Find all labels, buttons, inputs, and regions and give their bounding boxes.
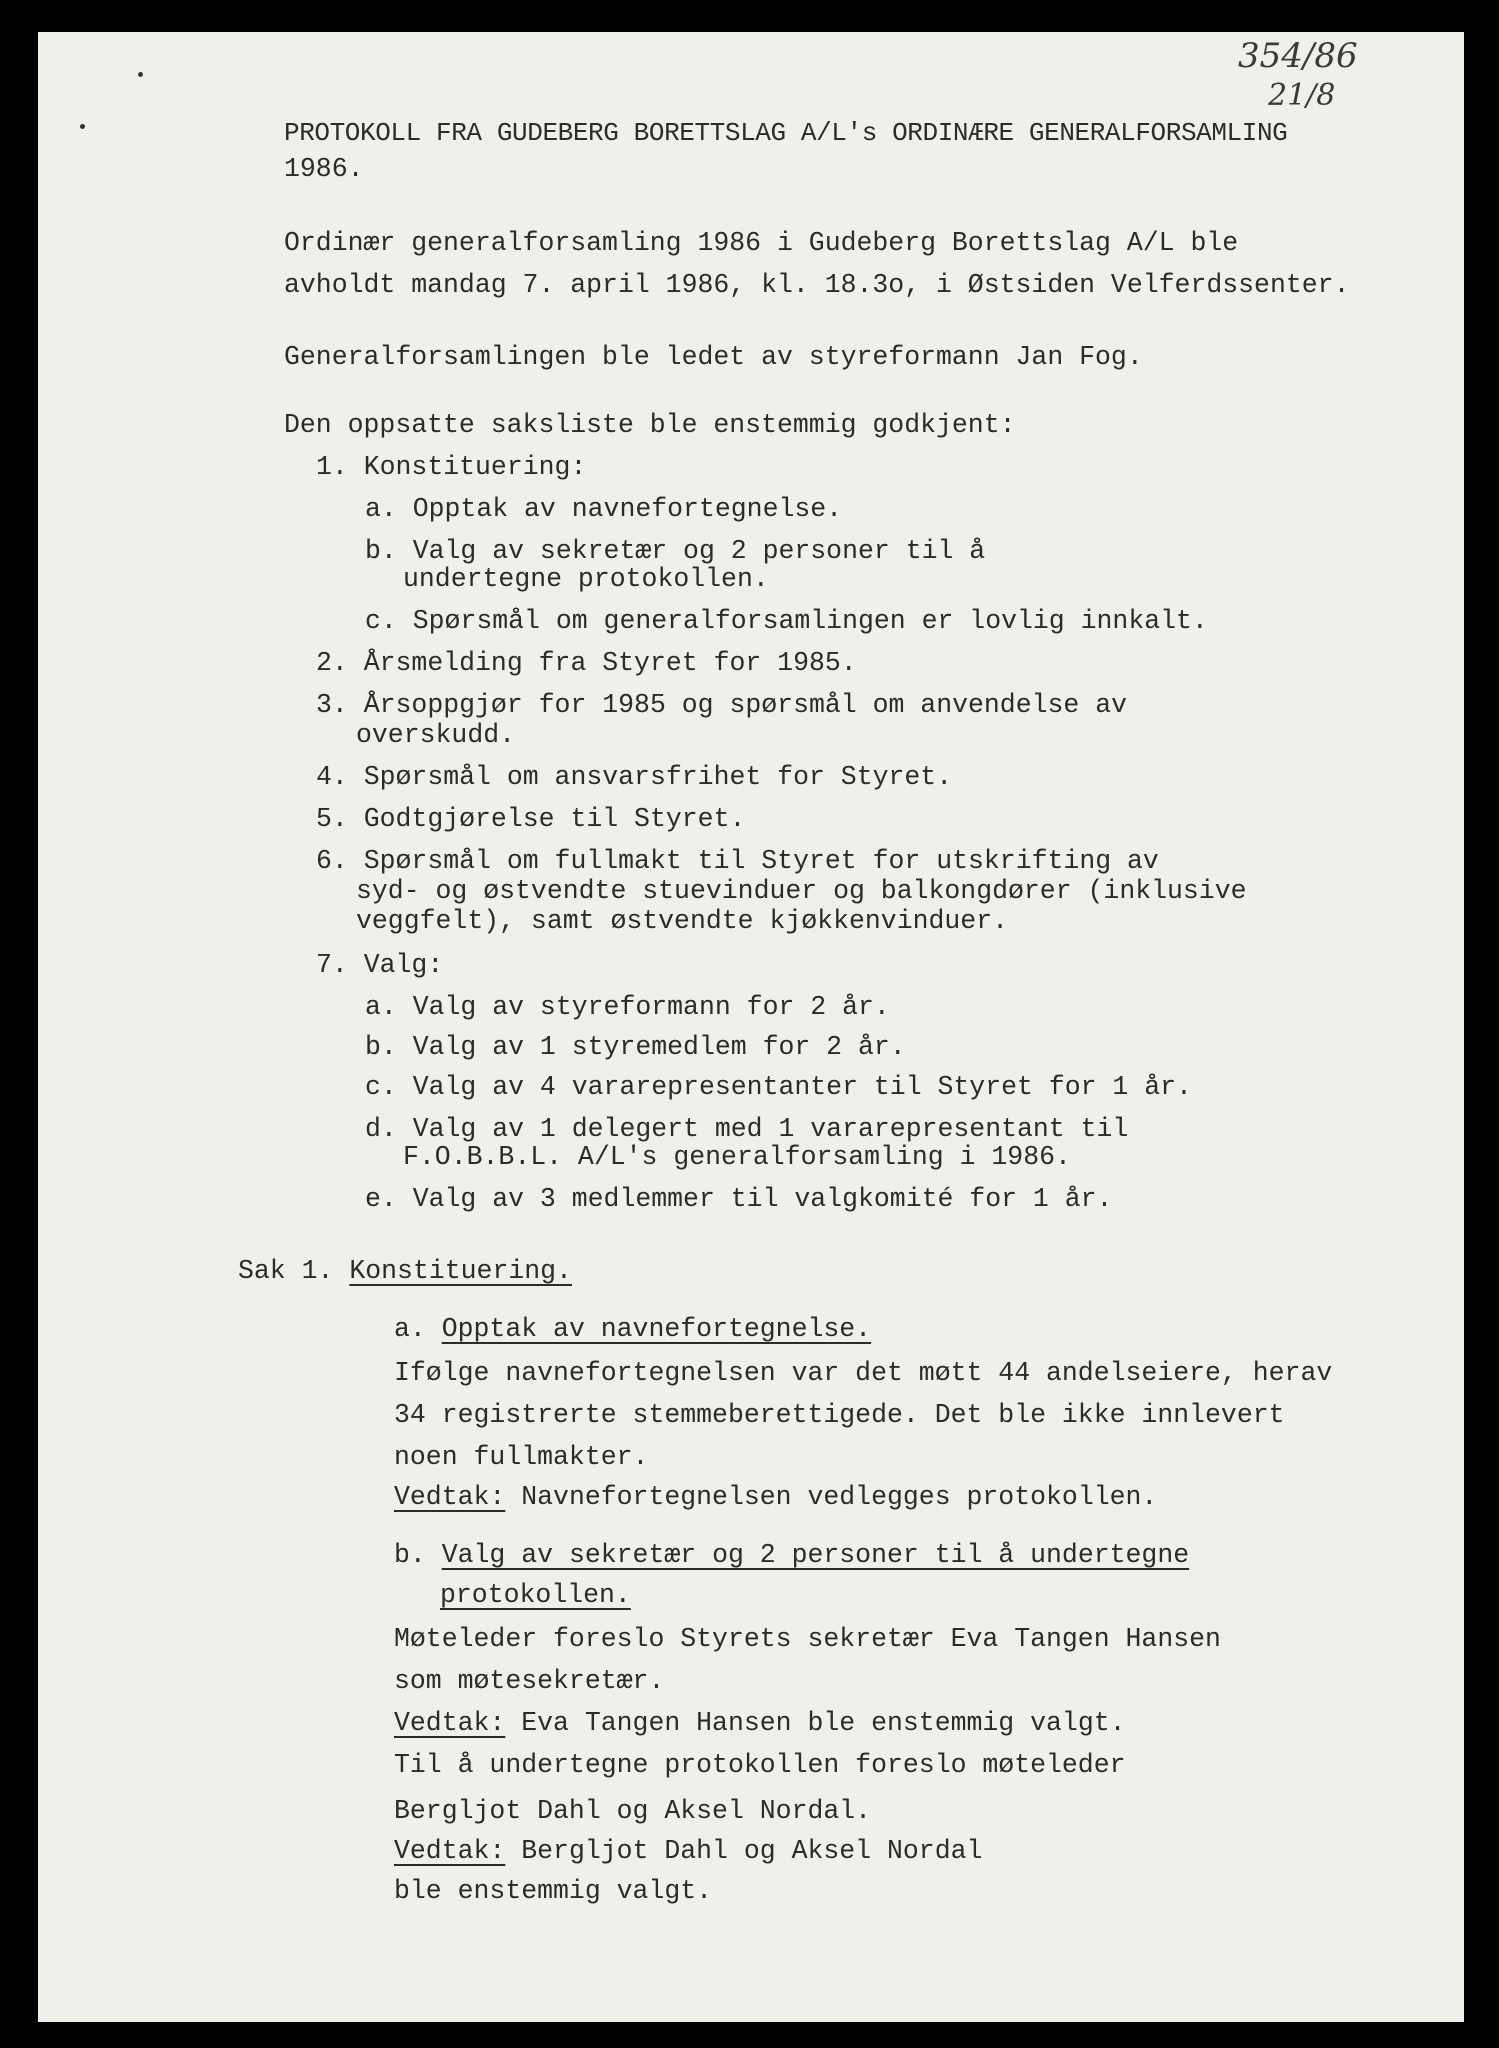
agenda-item-6: 6. Spørsmål om fullmakt til Styret for utskrifting av	[316, 846, 1159, 876]
title-line-1: PROTOKOLL FRA GUDEBERG BORETTSLAG A/L's ORDINÆRE GENERALFORSAMLING	[284, 118, 1288, 148]
agenda-intro: Den oppsatte saksliste ble enstemmig godkjent:	[284, 410, 1016, 440]
led-by-line: Generalforsamlingen ble ledet av styreformann Jan Fog.	[284, 342, 1143, 372]
handwritten-reference: 354/86	[1238, 36, 1358, 76]
vedtak-label: Vedtak:	[394, 1836, 506, 1866]
intro-line-1: Ordinær generalforsamling 1986 i Gudeberg Borettslag A/L ble	[284, 228, 1239, 258]
agenda-item-1b: b. Valg av sekretær og 2 personer til å	[365, 536, 986, 566]
sak-1a-vedtak: Vedtak: Navnefortegnelsen vedlegges protokollen.	[394, 1482, 1158, 1512]
agenda-item-1c: c. Spørsmål om generalforsamlingen er lovlig innkalt.	[365, 606, 1208, 636]
agenda-item-7a: a. Valg av styreformann for 2 år.	[365, 992, 890, 1022]
vedtak-label: Vedtak:	[394, 1482, 506, 1512]
sak-1b-vedtak-1: Vedtak: Eva Tangen Hansen ble enstemmig valgt.	[394, 1708, 1126, 1738]
agenda-item-2: 2. Årsmelding fra Styret for 1985.	[316, 648, 857, 678]
agenda-item-3: 3. Årsoppgjør for 1985 og spørsmål om anvendelse av	[316, 690, 1128, 720]
agenda-item-1: 1. Konstituering:	[316, 452, 587, 482]
agenda-item-1b-cont: undertegne protokollen.	[403, 564, 769, 594]
agenda-item-7d: d. Valg av 1 delegert med 1 vararepresentant til	[365, 1114, 1129, 1144]
title-line-2: 1986.	[284, 154, 364, 184]
agenda-item-1a: a. Opptak av navnefortegnelse.	[365, 494, 843, 524]
agenda-item-7: 7. Valg:	[316, 950, 444, 980]
ink-speck	[138, 72, 143, 77]
sak-1b-text-1: Møteleder foreslo Styrets sekretær Eva Tangen Hansen	[394, 1624, 1221, 1654]
agenda-item-6-cont-1: syd- og østvendte stuevinduer og balkongdører (inklusive	[356, 876, 1247, 906]
agenda-item-3-cont: overskudd.	[356, 720, 516, 750]
sak-1b-heading-cont: protokollen.	[440, 1580, 631, 1610]
agenda-item-7c: c. Valg av 4 vararepresentanter til Styret for 1 år.	[365, 1072, 1192, 1102]
sak-1a-title: Opptak av navnefortegnelse.	[441, 1314, 872, 1344]
sak-1b-heading: b. Valg av sekretær og 2 personer til å undertegne	[394, 1540, 1190, 1570]
agenda-item-4: 4. Spørsmål om ansvarsfrihet for Styret.	[316, 762, 953, 792]
agenda-item-7d-cont: F.O.B.B.L. A/L's generalforsamling i 1986.	[403, 1142, 1071, 1172]
sak-1-title: Konstituering.	[349, 1256, 572, 1286]
sak-1b-title: Valg av sekretær og 2 personer til å undertegne	[441, 1540, 1190, 1570]
agenda-item-7b: b. Valg av 1 styremedlem for 2 år.	[365, 1032, 906, 1062]
sak-1-heading: Sak 1. Konstituering.	[238, 1256, 572, 1286]
document-page	[38, 32, 1464, 2022]
sak-1a-text-3: noen fullmakter.	[394, 1442, 649, 1472]
sak-1b-text-2: som møtesekretær.	[394, 1666, 665, 1696]
intro-line-2: avholdt mandag 7. april 1986, kl. 18.3o, i Østsiden Velferdssenter.	[284, 270, 1350, 300]
sak-1a-heading: a. Opptak av navnefortegnelse.	[394, 1314, 872, 1344]
sak-1b-text-4: Bergljot Dahl og Aksel Nordal.	[394, 1796, 872, 1826]
ink-speck	[80, 124, 85, 129]
sak-1b-vedtak-2: Vedtak: Bergljot Dahl og Aksel Nordal	[394, 1836, 983, 1866]
agenda-item-7e: e. Valg av 3 medlemmer til valgkomité for 1 år.	[365, 1184, 1113, 1214]
vedtak-label: Vedtak:	[394, 1708, 506, 1738]
handwritten-date: 21/8	[1268, 78, 1336, 113]
sak-1a-text-2: 34 registrerte stemmeberettigede. Det ble ikke innlevert	[394, 1400, 1285, 1430]
sak-1b-text-3: Til å undertegne protokollen foreslo møteleder	[394, 1750, 1126, 1780]
agenda-item-5: 5. Godtgjørelse til Styret.	[316, 804, 746, 834]
sak-1a-text-1: Ifølge navnefortegnelsen var det møtt 44 andelseiere, herav	[394, 1358, 1333, 1388]
sak-1b-text-5: ble enstemmig valgt.	[394, 1876, 713, 1906]
agenda-item-6-cont-2: veggfelt), samt østvendte kjøkkenvinduer.	[356, 906, 1009, 936]
